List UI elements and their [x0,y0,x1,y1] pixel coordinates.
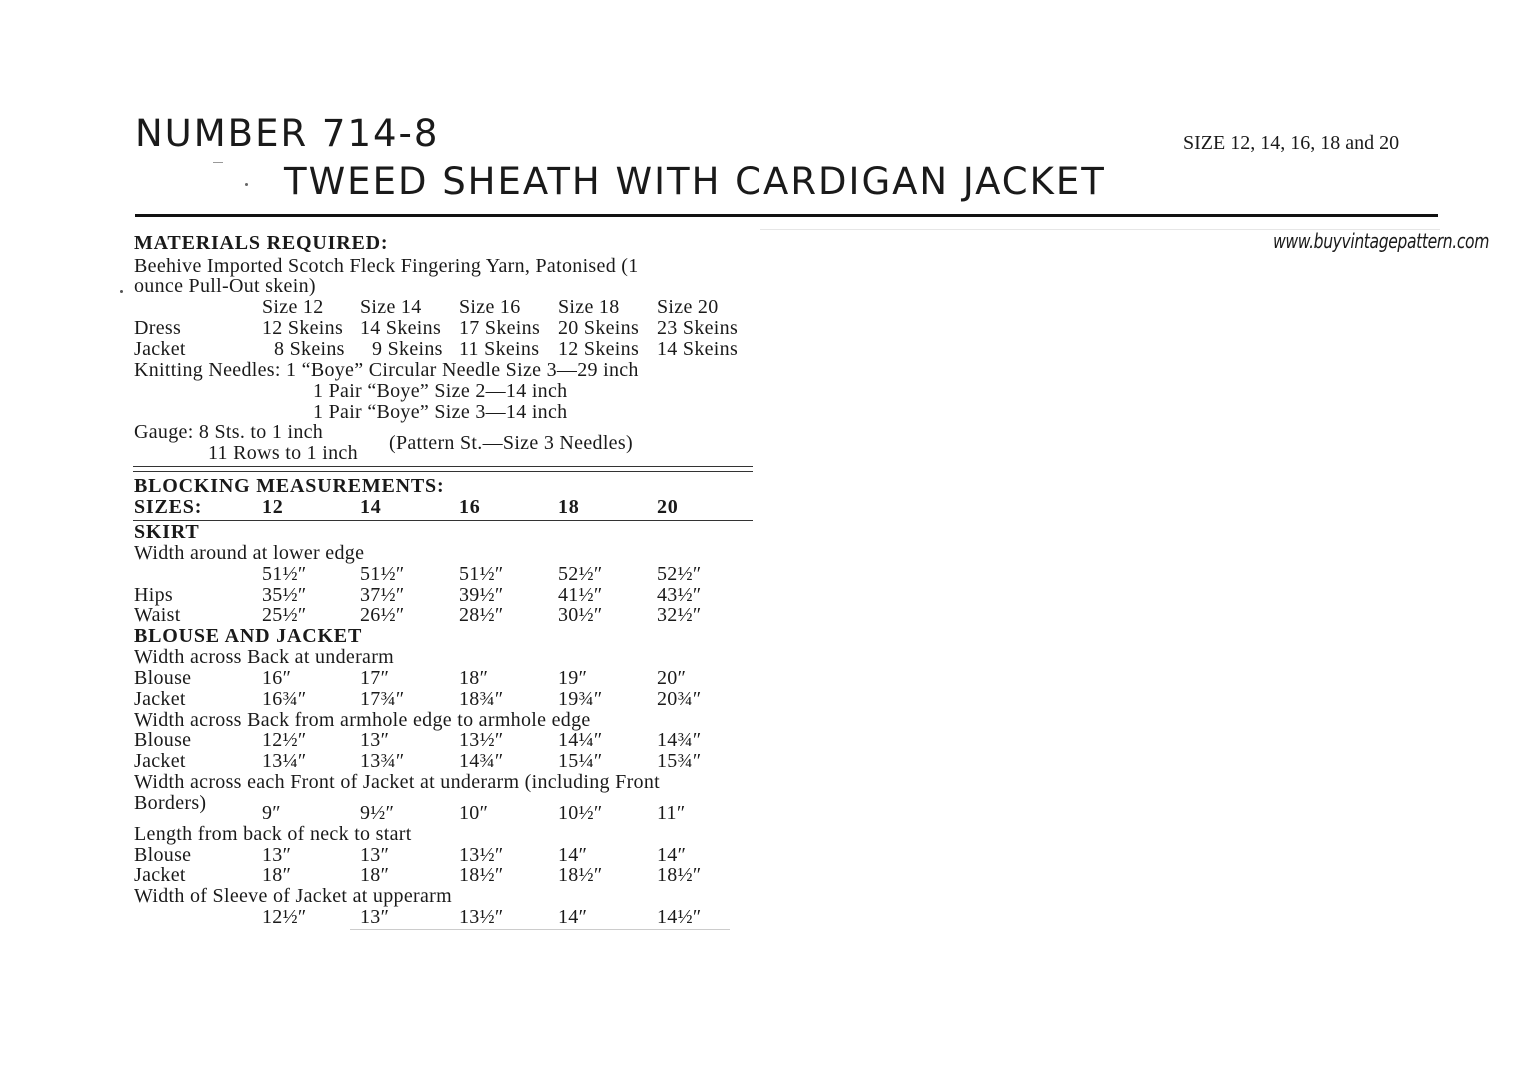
blocking-heading: BLOCKING MEASUREMENTS: [134,475,445,497]
skein-value: 23 Skeins [657,317,739,339]
measurement-value: 18½″ [657,864,702,886]
measurement-value: 20¾″ [657,688,702,710]
measurement-value: 10″ [459,802,489,824]
skein-value: 9 Skeins [372,338,443,360]
measurement-label: Width of Sleeve of Jacket at upperarm [134,885,452,907]
row-label: Jacket [134,338,186,360]
skein-value: 11 Skeins [459,338,540,360]
measurement-value: 20″ [657,667,687,689]
measurement-value: 11″ [657,802,686,824]
measurement-value: 18½″ [558,864,603,886]
measurement-value: 25½″ [262,604,307,626]
materials-line: ounce Pull-Out skein) [134,275,316,297]
skein-value: 14 Skeins [657,338,739,360]
measurement-value: 30½″ [558,604,603,626]
skirt-heading: SKIRT [134,521,200,543]
skein-value: 12 Skeins [262,317,344,339]
measurement-value: 14¾″ [459,750,504,772]
gauge-note: (Pattern St.—Size 3 Needles) [389,432,633,454]
row-label: Blouse [134,729,192,751]
measurement-value: 16¾″ [262,688,307,710]
gauge-line: Gauge: 8 Sts. to 1 inch [134,421,324,443]
measurement-value: 18¾″ [459,688,504,710]
section-rule [133,471,753,472]
measurement-value: 13½″ [459,844,504,866]
measurement-label: Width across Back from armhole edge to armhole edge [134,709,591,731]
measurement-value: 17¾″ [360,688,405,710]
website-watermark: www.buyvintagepattern.com [1273,229,1490,253]
pattern-number-title: NUMBER 714-8 [135,112,440,155]
skein-value: 14 Skeins [360,317,442,339]
measurement-value: 51½″ [360,563,405,585]
size-header: Size 20 [657,296,719,318]
measurement-value: 19¾″ [558,688,603,710]
measurement-value: 14″ [558,844,588,866]
size-header: Size 14 [360,296,422,318]
speck-mark [245,183,248,186]
skein-value: 12 Skeins [558,338,640,360]
header-rule [135,214,1438,217]
materials-heading: MATERIALS REQUIRED: [134,232,389,254]
measurement-label: Width across each Front of Jacket at underarm (including Front [134,771,660,793]
row-label: Dress [134,317,182,339]
measurement-label: Width across Back at underarm [134,646,395,668]
measurement-value: 12½″ [262,729,307,751]
size-range: SIZE 12, 14, 16, 18 and 20 [1183,132,1400,154]
pattern-subtitle: TWEED SHEATH WITH CARDIGAN JACKET [284,160,1106,203]
measurement-value: 9″ [262,802,281,824]
needles-line: 1 Pair “Boye” Size 3—14 inch [313,401,568,423]
measurement-value: 52½″ [558,563,603,585]
row-label: Jacket [134,688,186,710]
row-label: Jacket [134,750,186,772]
needles-line: Knitting Needles: 1 “Boye” Circular Needle Size 3—29 inch [134,359,639,381]
measurement-value: 19″ [558,667,588,689]
measurement-value: 13″ [262,844,292,866]
row-label: Blouse [134,844,192,866]
size-column: 18 [558,496,580,518]
size-column: 20 [657,496,679,518]
measurement-value: 13½″ [459,906,504,928]
skein-value: 17 Skeins [459,317,541,339]
measurement-value: 37½″ [360,584,405,606]
measurement-value: 18″ [262,864,292,886]
measurement-value: 35½″ [262,584,307,606]
size-header: Size 16 [459,296,521,318]
row-label: Blouse [134,667,192,689]
measurement-value: 39½″ [459,584,504,606]
sizes-underline [133,520,753,521]
measurement-value: 43½″ [657,584,702,606]
measurement-value: 14¾″ [657,729,702,751]
measurement-value: 13¾″ [360,750,405,772]
measurement-value: 52½″ [657,563,702,585]
gauge-line: 11 Rows to 1 inch [208,442,358,464]
measurement-label: Width around at lower edge [134,542,365,564]
size-header: Size 18 [558,296,620,318]
measurement-value: 14″ [558,906,588,928]
measurement-value: 28½″ [459,604,504,626]
row-label: Jacket [134,864,186,886]
speck-mark [213,162,223,163]
measurement-label: Length from back of neck to start [134,823,412,845]
section-rule [133,466,753,467]
measurement-value: 15¼″ [558,750,603,772]
measurement-value: 14″ [657,844,687,866]
skein-value: 8 Skeins [274,338,345,360]
measurement-value: 16″ [262,667,292,689]
measurement-value: 13½″ [459,729,504,751]
size-header: Size 12 [262,296,324,318]
measurement-value: 51½″ [262,563,307,585]
measurement-label: Waist [134,604,181,626]
bottom-faint-rule [350,929,730,930]
measurement-value: 51½″ [459,563,504,585]
size-column: 12 [262,496,284,518]
measurement-value: 14½″ [657,906,702,928]
measurement-value: 10½″ [558,802,603,824]
speck-mark [120,290,123,293]
measurement-value: 12½″ [262,906,307,928]
materials-line: Beehive Imported Scotch Fleck Fingering Yarn, Patonised (1 [134,255,639,277]
measurement-value: 9½″ [360,802,395,824]
measurement-value: 15¾″ [657,750,702,772]
measurement-value: 13¼″ [262,750,307,772]
measurement-value: 41½″ [558,584,603,606]
needles-line: 1 Pair “Boye” Size 2—14 inch [313,380,568,402]
measurement-value: 14¼″ [558,729,603,751]
skein-value: 20 Skeins [558,317,640,339]
measurement-value: 32½″ [657,604,702,626]
size-column: 14 [360,496,382,518]
measurement-value: 13″ [360,729,390,751]
size-column: 16 [459,496,481,518]
measurement-value: 18″ [360,864,390,886]
measurement-value: 17″ [360,667,390,689]
blouse-jacket-heading: BLOUSE AND JACKET [134,625,363,647]
measurement-label: Borders) [134,792,207,814]
measurement-value: 26½″ [360,604,405,626]
measurement-label: Hips [134,584,173,606]
sizes-label: SIZES: [134,496,203,518]
measurement-value: 18″ [459,667,489,689]
measurement-value: 18½″ [459,864,504,886]
measurement-value: 13″ [360,906,390,928]
measurement-value: 13″ [360,844,390,866]
